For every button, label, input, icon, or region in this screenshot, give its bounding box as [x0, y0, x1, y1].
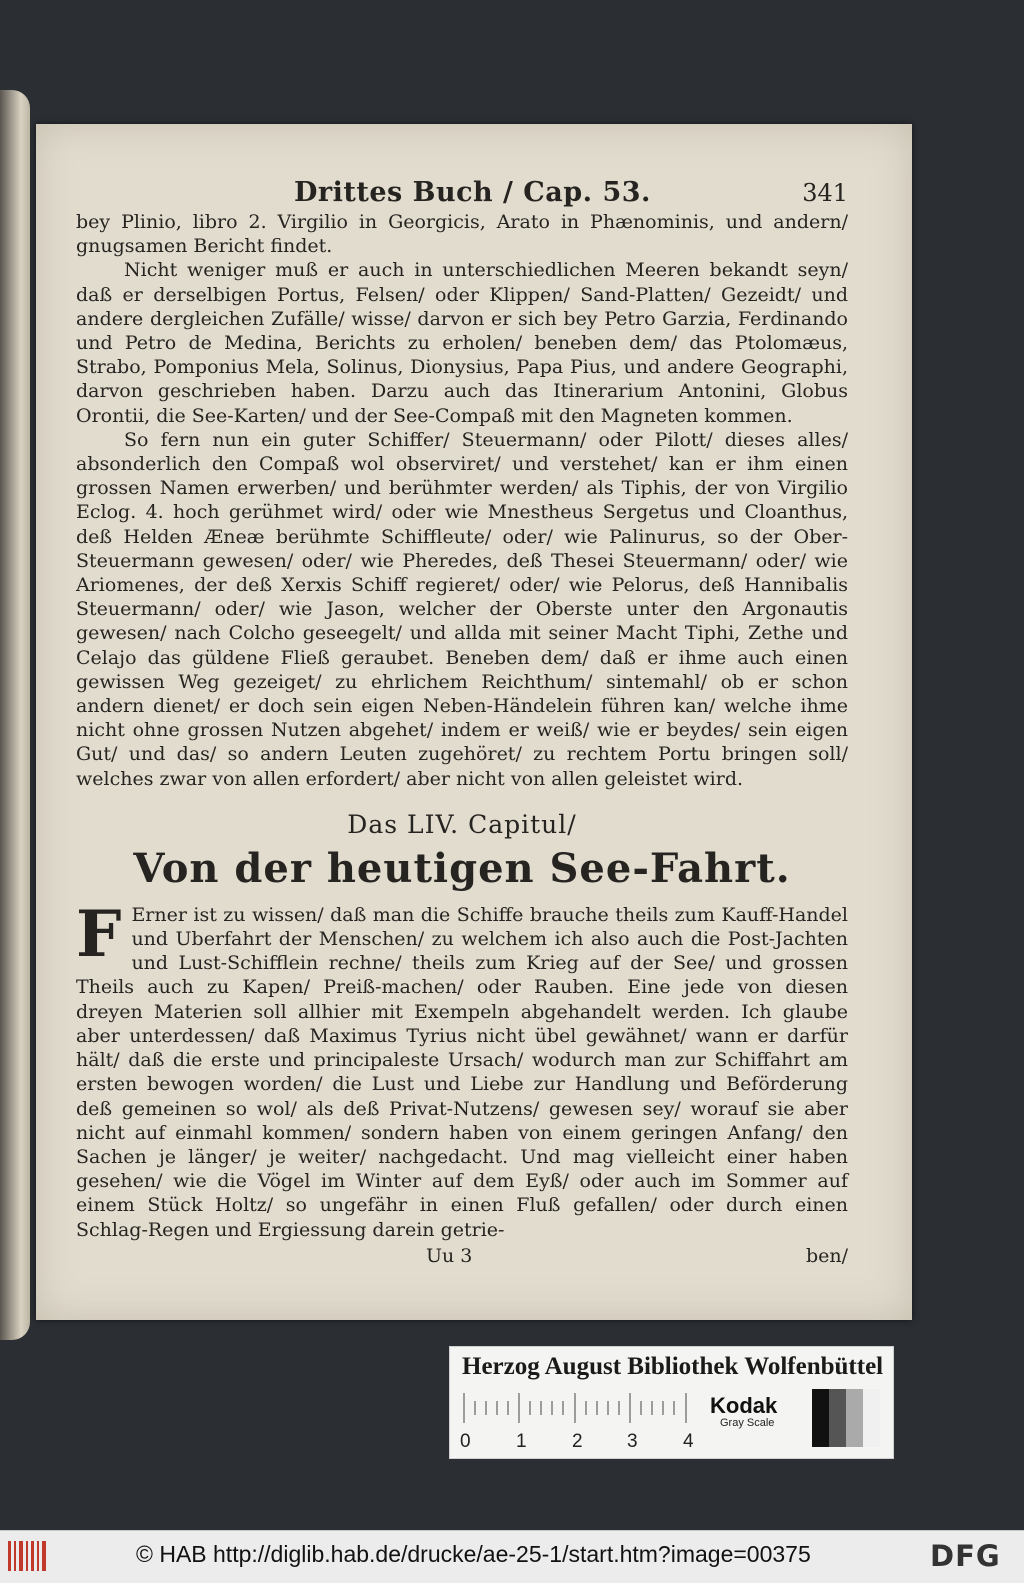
library-color-card	[449, 1346, 894, 1459]
ruler-icon	[462, 1393, 692, 1425]
page-number: 341	[802, 179, 848, 207]
ruler-number: 4	[683, 1431, 694, 1452]
ruler-number: 3	[627, 1431, 638, 1452]
page-content	[76, 176, 848, 1268]
running-title: Drittes Buch / Cap. 53.	[294, 177, 651, 208]
viewer-footer-bar	[0, 1530, 1024, 1583]
chapter-title: Das LIV. Capitul/	[347, 809, 577, 839]
dfg-logo: DFG	[930, 1539, 1001, 1573]
chapter-body: Erner ist zu wissen/ daß man die Schiffe brauche theils zum Kauff-Handel und Uberfahrt der Menschen/ zu welchem ich also auch die Post-Jachten und Lust-Schifflein rechne/ theils zum Krieg auf der See/ und grossen Theils auch zu Kapen/ Preiß-machen/ oder Rauben. Eine jede von diesen dreyen Materien soll allhier mit Exempeln abgehandelt werden. Ich glaube aber unterdessen/ daß Maximus Tyrius nicht übel gewähnet/ wann er darfür hält/ daß die erste und principaleste Ursach/ wodurch man zur Schiffahrt am ersten bewogen worden/ die Lust und Liebe zur Handlung und Beförderung deß gemeinen so wol/ als deß Privat-Nutzens/ gewesen sey/ worauf sie aber nicht auf einmahl kommen/ sondern haben von einem geringen Anfang/ den Sachen je länger/ je weiter/ nachgedacht. Und mag vielleicht einer haben gesehen/ wie die Vögel im Winter auf dem Eyß/ oder auch im Sommer auf einem Stück Holtz/ so ungefähr in einen Fluß gefallen/ oder durch einen Schlag-Regen und Ergiessung darein getrie-	[76, 903, 848, 1241]
drop-cap: F	[76, 896, 122, 972]
chapter-body-block	[76, 896, 848, 1242]
book-page	[36, 124, 912, 1320]
kodak-logo: Kodak	[710, 1393, 778, 1418]
gray-scale-label: Gray Scale	[720, 1417, 775, 1429]
library-name: Herzog August Bibliothek Wolfenbüttel	[462, 1353, 884, 1380]
ruler-number: 2	[572, 1431, 583, 1452]
signature-mark: Uu 3	[426, 1244, 473, 1267]
gray-scale-patches	[812, 1389, 880, 1447]
paragraph-3: So fern nun ein guter Schiffer/ Steuermann/ oder Pilott/ dieses alles/ absonderlich den Compaß wol observiret/ und verstehet/ kan er ihm einen grossen Namen erwerben/ und berühmter werden/ als Tiphis, der von Virgilio Eclog. 4. hoch gerühmet wird/ oder wie Mnestheus Sergetus und Cloanthus, deß Helden Æneæ berühmte Schiffleute/ oder/ wie Palinurus, so der Ober-Steuermann gewesen/ oder/ wie Pheredes, deß Thesei Steuermann/ oder/ wie Ariomenes, der deß Xerxis Schiff regieret/ oder/ wie Pelorus, deß Hannibalis Steuermann/ oder/ wie Jason, welcher der Oberste unter den Argonautis gewesen/ nach Colcho geseegelt/ und allda mit seiner Macht Tiphi, Zethe und Celajo das güldene Fließ geraubet. Beneben dem/ daß er ihme auch einen gewissen Weg gezeiget/ zu ehrlichem Reichthum/ sintemahl/ ob er schon andern dienet/ er doch sein eigen Neben-Händelein führen kan/ welche ihme nicht ohne grossen Nutzen abgehet/ indem er weiß/ wie er beydes/ sein eigen Gut/ und das/ so andern Leuten zugehöret/ zu rechtem Portu bringen soll/ welches zwar von allen erfordert/ aber nicht von allen geleistet wird.	[76, 428, 848, 790]
catchword: ben/	[805, 1244, 848, 1267]
ruler-number: 1	[516, 1431, 527, 1452]
paragraph-1: bey Plinio, libro 2. Virgilio in Georgicis, Arato in Phænominis, und andern/ gnugsamen Bericht findet.	[76, 211, 848, 258]
page-header	[76, 176, 848, 210]
chapter-subtitle: Von der heutigen See-Fahrt.	[133, 844, 791, 892]
ruler-number: 0	[460, 1431, 471, 1452]
adjacent-page-edge	[0, 90, 30, 1340]
page-footer	[76, 1244, 848, 1268]
paragraph-2: Nicht weniger muß er auch in unterschiedlichen Meeren bekandt seyn/ daß er derselbigen Portus, Felsen/ oder Klippen/ Sand-Platten/ Gezeidt/ und andere dergleichen Zufälle/ wisse/ darvon er sich bey Petro Garzia, Ferdinando und Petro de Medina, Berichts zu erholen/ beneben dem/ das Ptolomæus, Strabo, Pomponius Mela, Solinus, Dionysius, Papa Pius, und andere Geographi, darvon geschrieben haben. Darzu auch das Itinerarium Antonini, Globus Orontii, die See-Karten/ und der See-Compaß mit den Magneten kommen.	[76, 259, 848, 427]
copyright-url[interactable]: © HAB http://diglib.hab.de/drucke/ae-25-1/start.htm?image=00375	[136, 1541, 811, 1567]
barcode-icon	[6, 1539, 48, 1573]
